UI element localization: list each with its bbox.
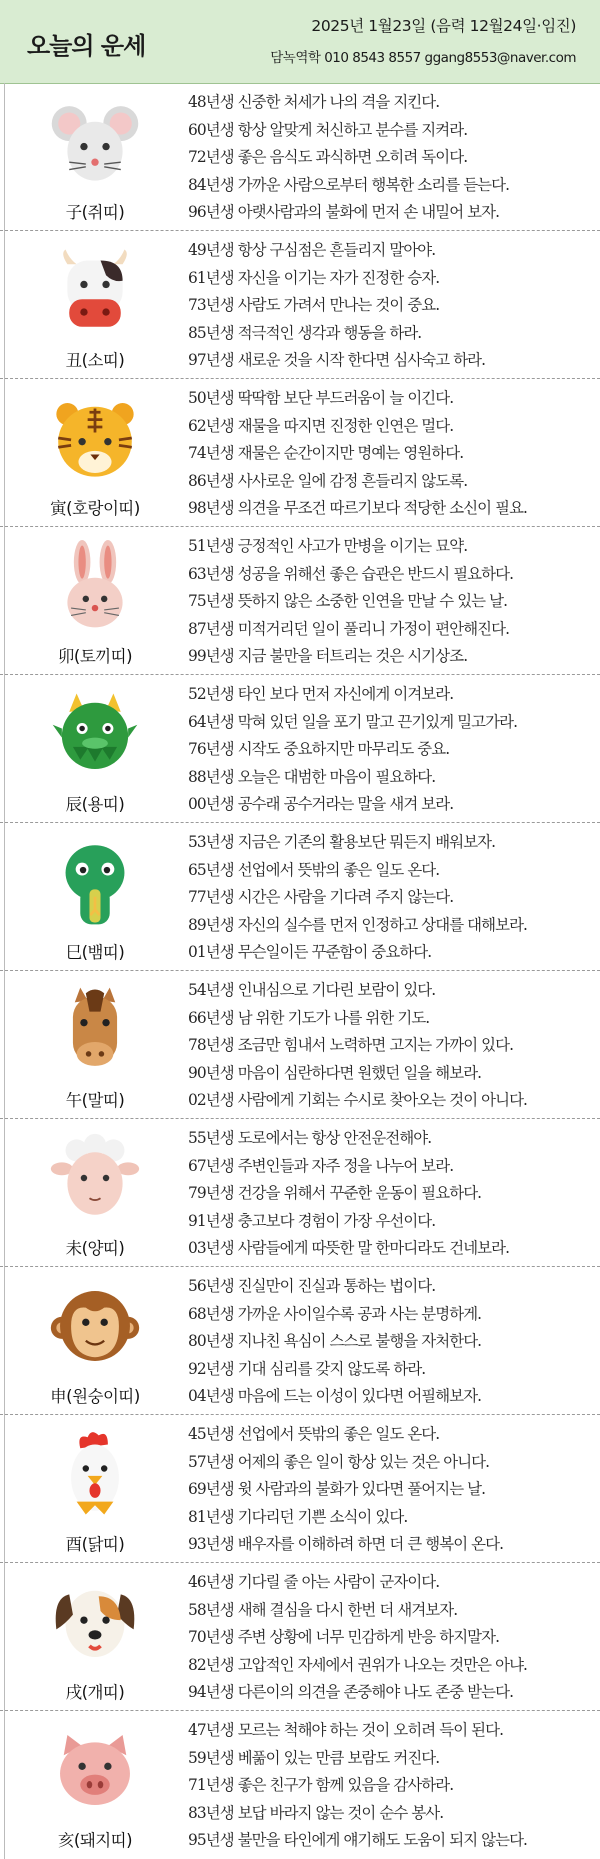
fortune-line: 78년생 조금만 힘내서 노력하면 고지는 가까이 있다. <box>188 1036 514 1055</box>
fortune-line: 91년생 충고보다 경험이 가장 우선이다. <box>188 1211 436 1230</box>
fortune-lines <box>188 89 594 227</box>
fortune-line: 88년생 오늘은 대범한 마음이 필요하다. <box>188 767 436 786</box>
fortune-lines <box>188 1273 594 1411</box>
fortune-line: 85년생 적극적인 생각과 행동을 하라. <box>188 323 422 342</box>
zodiac-label: 辰(용띠) <box>65 795 125 814</box>
fortune-lines <box>188 1569 594 1707</box>
fortune-line: 70년생 주변 상황에 너무 민감하게 반응 하지말자. <box>188 1628 500 1647</box>
fortune-line: 82년생 고압적인 자세에서 권위가 나오는 것만은 아냐. <box>188 1655 528 1674</box>
date-line: 2025년 1월23일 (음력 12월24일·임진) <box>311 17 576 35</box>
zodiac-label: 亥(돼지띠) <box>57 1831 133 1850</box>
zodiac-row-ox <box>0 231 600 379</box>
fortune-line: 52년생 타인 보다 먼저 자신에게 이겨보라. <box>188 685 454 703</box>
zodiac-row-rabbit <box>0 527 600 675</box>
zodiac-list <box>0 83 600 1857</box>
rooster-icon <box>49 1428 141 1520</box>
fortune-line: 95년생 불만을 타인에게 얘기해도 도움이 되지 않는다. <box>188 1831 528 1850</box>
fortune-line: 86년생 사사로운 일에 감정 흔들리지 않도록. <box>188 471 468 490</box>
fortune-line: 03년생 사람들에게 따뜻한 말 한마디라도 건네보라. <box>188 1239 510 1258</box>
fortune-line: 56년생 진실만이 진실과 통하는 법이다. <box>188 1277 436 1295</box>
fortune-line: 72년생 좋은 음식도 과식하면 오히려 독이다. <box>188 148 468 167</box>
fortune-line: 68년생 가까운 사이일수록 공과 사는 분명하게. <box>188 1304 482 1323</box>
monkey-icon <box>49 1280 141 1372</box>
fortune-line: 55년생 도로에서는 항상 안전운전해야. <box>188 1129 432 1147</box>
fortune-line: 45년생 선업에서 뜻밖의 좋은 일도 온다. <box>188 1425 440 1443</box>
fortune-line: 47년생 모르는 척해야 하는 것이 오히려 득이 된다. <box>188 1721 504 1739</box>
zodiac-row-tiger <box>0 379 600 527</box>
zodiac-label: 丑(소띠) <box>65 351 125 370</box>
fortune-lines <box>188 237 594 375</box>
fortune-lines <box>188 533 594 671</box>
fortune-line: 71년생 좋은 친구가 함께 있음을 감사하라. <box>188 1776 454 1795</box>
zodiac-label: 巳(뱀띠) <box>65 943 125 962</box>
fortune-lines <box>188 1125 594 1263</box>
zodiac-label: 申(원숭이띠) <box>50 1387 140 1406</box>
fortune-line: 50년생 딱딱함 보단 부드러움이 늘 이긴다. <box>188 389 454 407</box>
zodiac-label: 卯(토끼띠) <box>57 647 133 666</box>
fortune-line: 84년생 가까운 사람으로부터 행복한 소리를 듣는다. <box>188 175 510 194</box>
contact-line: 담녹역학 010 8543 8557 ggang8553@naver.com <box>270 50 576 66</box>
fortune-line: 62년생 재물을 따지면 진정한 인연은 멀다. <box>188 416 454 435</box>
fortune-line: 58년생 새해 결심을 다시 한번 더 새겨보자. <box>188 1600 458 1619</box>
fortune-line: 66년생 남 위한 기도가 나를 위한 기도. <box>188 1008 430 1027</box>
fortune-line: 94년생 다른이의 의견을 존중해야 나도 존중 받는다. <box>188 1683 514 1702</box>
fortune-line: 77년생 시간은 사람을 기다려 주지 않는다. <box>188 888 454 907</box>
fortune-line: 79년생 건강을 위해서 꾸준한 운동이 필요하다. <box>188 1184 482 1203</box>
fortune-line: 81년생 기다리던 기쁜 소식이 있다. <box>188 1507 408 1526</box>
zodiac-label: 午(말띠) <box>65 1091 125 1110</box>
fortune-line: 00년생 공수래 공수거라는 말을 새겨 보라. <box>188 795 454 814</box>
fortune-lines <box>188 385 594 523</box>
rat-icon <box>49 96 141 188</box>
fortune-line: 63년생 성공을 위해선 좋은 습관은 반드시 필요하다. <box>188 564 514 583</box>
zodiac-row-sheep <box>0 1119 600 1267</box>
zodiac-row-dog <box>0 1563 600 1711</box>
fortune-line: 01년생 무슨일이든 꾸준함이 중요하다. <box>188 943 432 962</box>
fortune-line: 64년생 막혀 있던 일을 포기 말고 끈기있게 밀고가라. <box>188 712 518 731</box>
zodiac-row-snake <box>0 823 600 971</box>
fortune-line: 51년생 긍정적인 사고가 만병을 이기는 묘약. <box>188 537 468 555</box>
fortune-line: 49년생 항상 구심점은 흔들리지 말아야. <box>188 241 436 259</box>
fortune-line: 57년생 어제의 좋은 일이 항상 있는 것은 아니다. <box>188 1452 490 1471</box>
zodiac-row-monkey <box>0 1267 600 1415</box>
zodiac-label: 寅(호랑이띠) <box>50 499 140 518</box>
fortune-line: 92년생 기대 심리를 갖지 않도록 하라. <box>188 1359 426 1378</box>
zodiac-label: 酉(닭띠) <box>65 1535 125 1554</box>
rabbit-icon <box>49 540 141 632</box>
fortune-line: 02년생 사람에게 기회는 수시로 찾아오는 것이 아니다. <box>188 1091 528 1110</box>
horse-icon <box>49 984 141 1076</box>
fortune-line: 53년생 지금은 기존의 활용보단 뭐든지 배워보자. <box>188 833 496 851</box>
zodiac-row-rooster <box>0 1415 600 1563</box>
fortune-line: 80년생 지나친 욕심이 스스로 불행을 자처한다. <box>188 1332 482 1351</box>
dragon-icon <box>49 688 141 780</box>
fortune-line: 76년생 시작도 중요하지만 마무리도 중요. <box>188 740 450 759</box>
fortune-line: 73년생 사람도 가려서 만나는 것이 중요. <box>188 296 440 315</box>
fortune-line: 61년생 자신을 이기는 자가 진정한 승자. <box>188 268 440 287</box>
tiger-icon <box>49 392 141 484</box>
zodiac-label: 未(양띠) <box>65 1239 125 1258</box>
fortune-line: 46년생 기다릴 줄 아는 사람이 군자이다. <box>188 1573 440 1591</box>
fortune-line: 75년생 뜻하지 않은 소중한 인연을 만날 수 있는 날. <box>188 592 508 611</box>
fortune-lines <box>188 1421 594 1559</box>
fortune-lines <box>188 829 594 967</box>
pig-icon <box>49 1724 141 1816</box>
fortune-line: 89년생 자신의 실수를 먼저 인정하고 상대를 대해보라. <box>188 915 528 934</box>
zodiac-label: 子(쥐띠) <box>65 203 125 222</box>
page-title: 오늘의 운세 <box>27 32 146 60</box>
fortune-line: 65년생 선업에서 뜻밖의 좋은 일도 온다. <box>188 860 440 879</box>
snake-icon <box>49 836 141 928</box>
fortune-line: 69년생 윗 사람과의 불화가 있다면 풀어지는 날. <box>188 1480 486 1499</box>
fortune-line: 98년생 의견을 무조건 따르기보다 적당한 소신이 필요. <box>188 499 528 518</box>
fortune-line: 48년생 신중한 처세가 나의 격을 지킨다. <box>188 93 440 111</box>
fortune-line: 87년생 미적거리던 일이 풀리니 가정이 편안해진다. <box>188 619 510 638</box>
fortune-line: 60년생 항상 알맞게 처신하고 분수를 지켜라. <box>188 120 468 139</box>
zodiac-row-rat <box>0 83 600 231</box>
fortune-line: 93년생 배우자를 이해하려 하면 더 큰 행복이 온다. <box>188 1535 504 1554</box>
fortune-line: 83년생 보답 바라지 않는 것이 순수 봉사. <box>188 1803 444 1822</box>
zodiac-row-dragon <box>0 675 600 823</box>
dog-icon <box>49 1576 141 1668</box>
fortune-line: 97년생 새로운 것을 시작 한다면 심사숙고 하라. <box>188 351 486 370</box>
fortune-line: 90년생 마음이 심란하다면 원했던 일을 해보라. <box>188 1063 482 1082</box>
zodiac-label: 戌(개띠) <box>65 1683 125 1702</box>
fortune-line: 67년생 주변인들과 자주 정을 나누어 보라. <box>188 1156 454 1175</box>
fortune-line: 04년생 마음에 드는 이성이 있다면 어필해보자. <box>188 1387 482 1406</box>
fortune-line: 74년생 재물은 순간이지만 명예는 영원하다. <box>188 444 464 463</box>
zodiac-row-pig <box>0 1711 600 1857</box>
zodiac-row-horse <box>0 971 600 1119</box>
sheep-icon <box>49 1132 141 1224</box>
fortune-line: 96년생 아랫사람과의 불화에 먼저 손 내밀어 보자. <box>188 203 500 222</box>
fortune-line: 59년생 베풂이 있는 만큼 보람도 커진다. <box>188 1748 440 1767</box>
fortune-line: 99년생 지금 불만을 터트리는 것은 시기상조. <box>188 647 468 666</box>
fortune-lines <box>188 977 594 1115</box>
fortune-line: 54년생 인내심으로 기다린 보람이 있다. <box>188 981 436 999</box>
fortune-lines <box>188 1717 594 1855</box>
fortune-lines <box>188 681 594 819</box>
header <box>0 0 600 84</box>
ox-icon <box>49 244 141 336</box>
